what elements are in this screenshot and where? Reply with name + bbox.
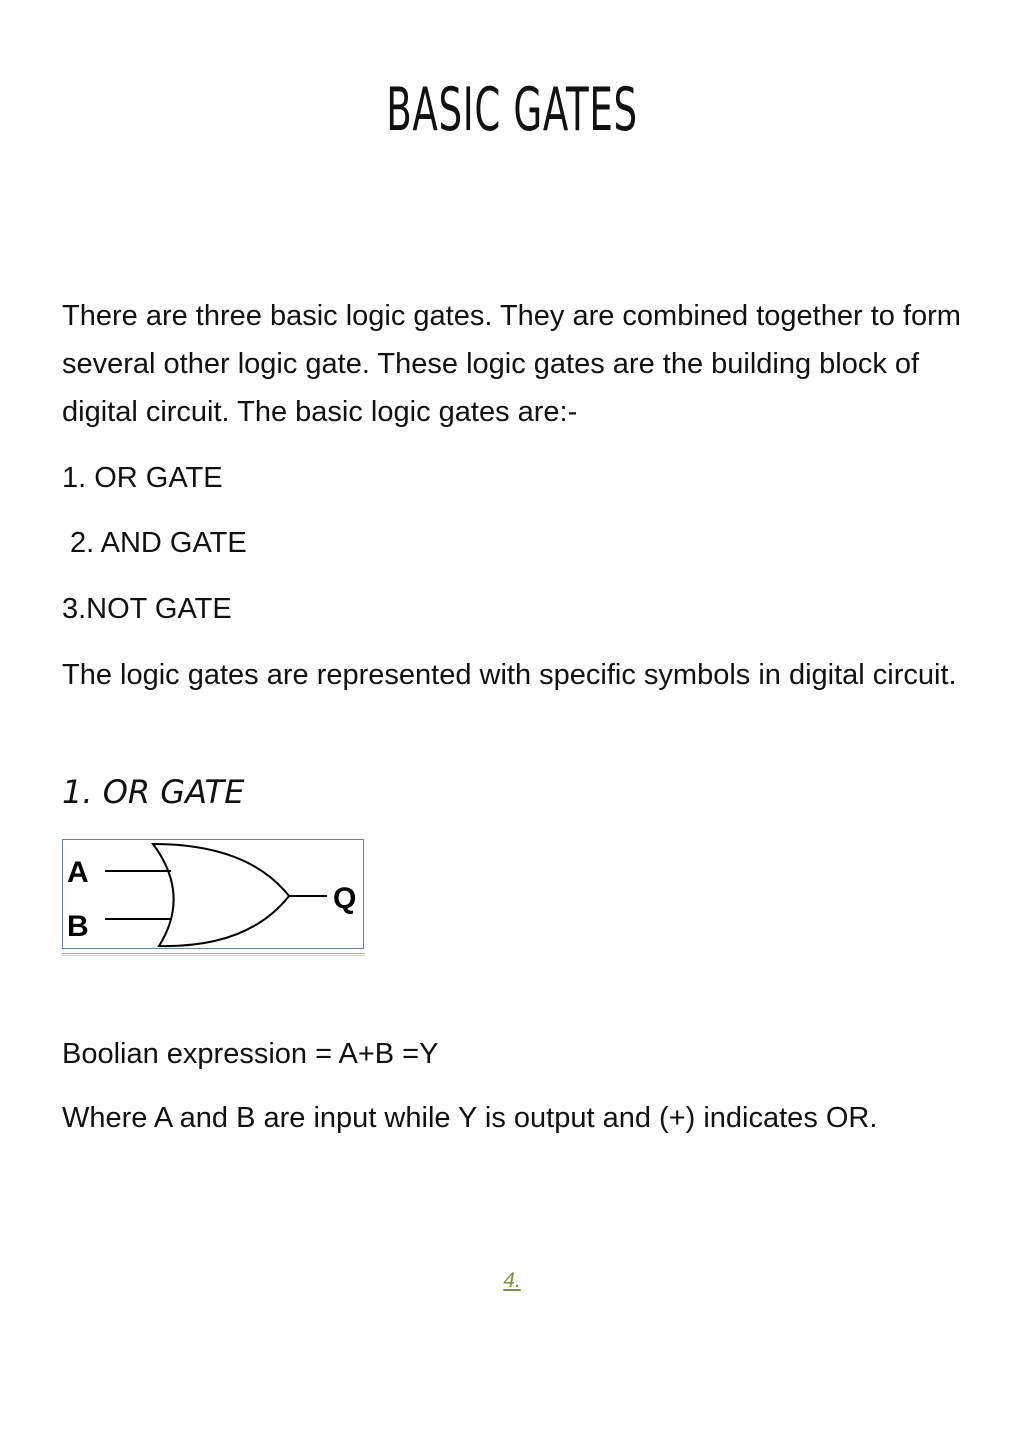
list-item-and-gate: 2. AND GATE xyxy=(70,527,247,559)
or-gate-symbol xyxy=(63,840,363,948)
list-item-or-gate: 1. OR GATE xyxy=(62,462,223,494)
page-title: BASIC GATES xyxy=(386,75,638,145)
intro-paragraph: There are three basic logic gates. They are combined together to form several other logic gate. These logic gates are the building block of digital circuit. The basic logic gates are:- xyxy=(62,300,961,428)
explanation-text: Where A and B are input while Y is output and (+) indicates OR. xyxy=(62,1102,878,1134)
or-gate-diagram xyxy=(62,839,364,949)
output-q-label: Q xyxy=(333,882,357,915)
boolean-expression: Boolian expression = A+B =Y xyxy=(62,1038,439,1070)
diagram-underline xyxy=(62,953,365,956)
input-b-label: B xyxy=(67,910,89,943)
list-item-not-gate: 3.NOT GATE xyxy=(62,593,232,625)
or-gate-body xyxy=(153,844,289,946)
section-heading-or-gate: 1. OR GATE xyxy=(62,773,245,811)
input-a-label: A xyxy=(67,856,89,889)
page-number: 4. xyxy=(503,1269,521,1292)
symbols-paragraph: The logic gates are represented with specific symbols in digital circuit. xyxy=(62,659,957,691)
